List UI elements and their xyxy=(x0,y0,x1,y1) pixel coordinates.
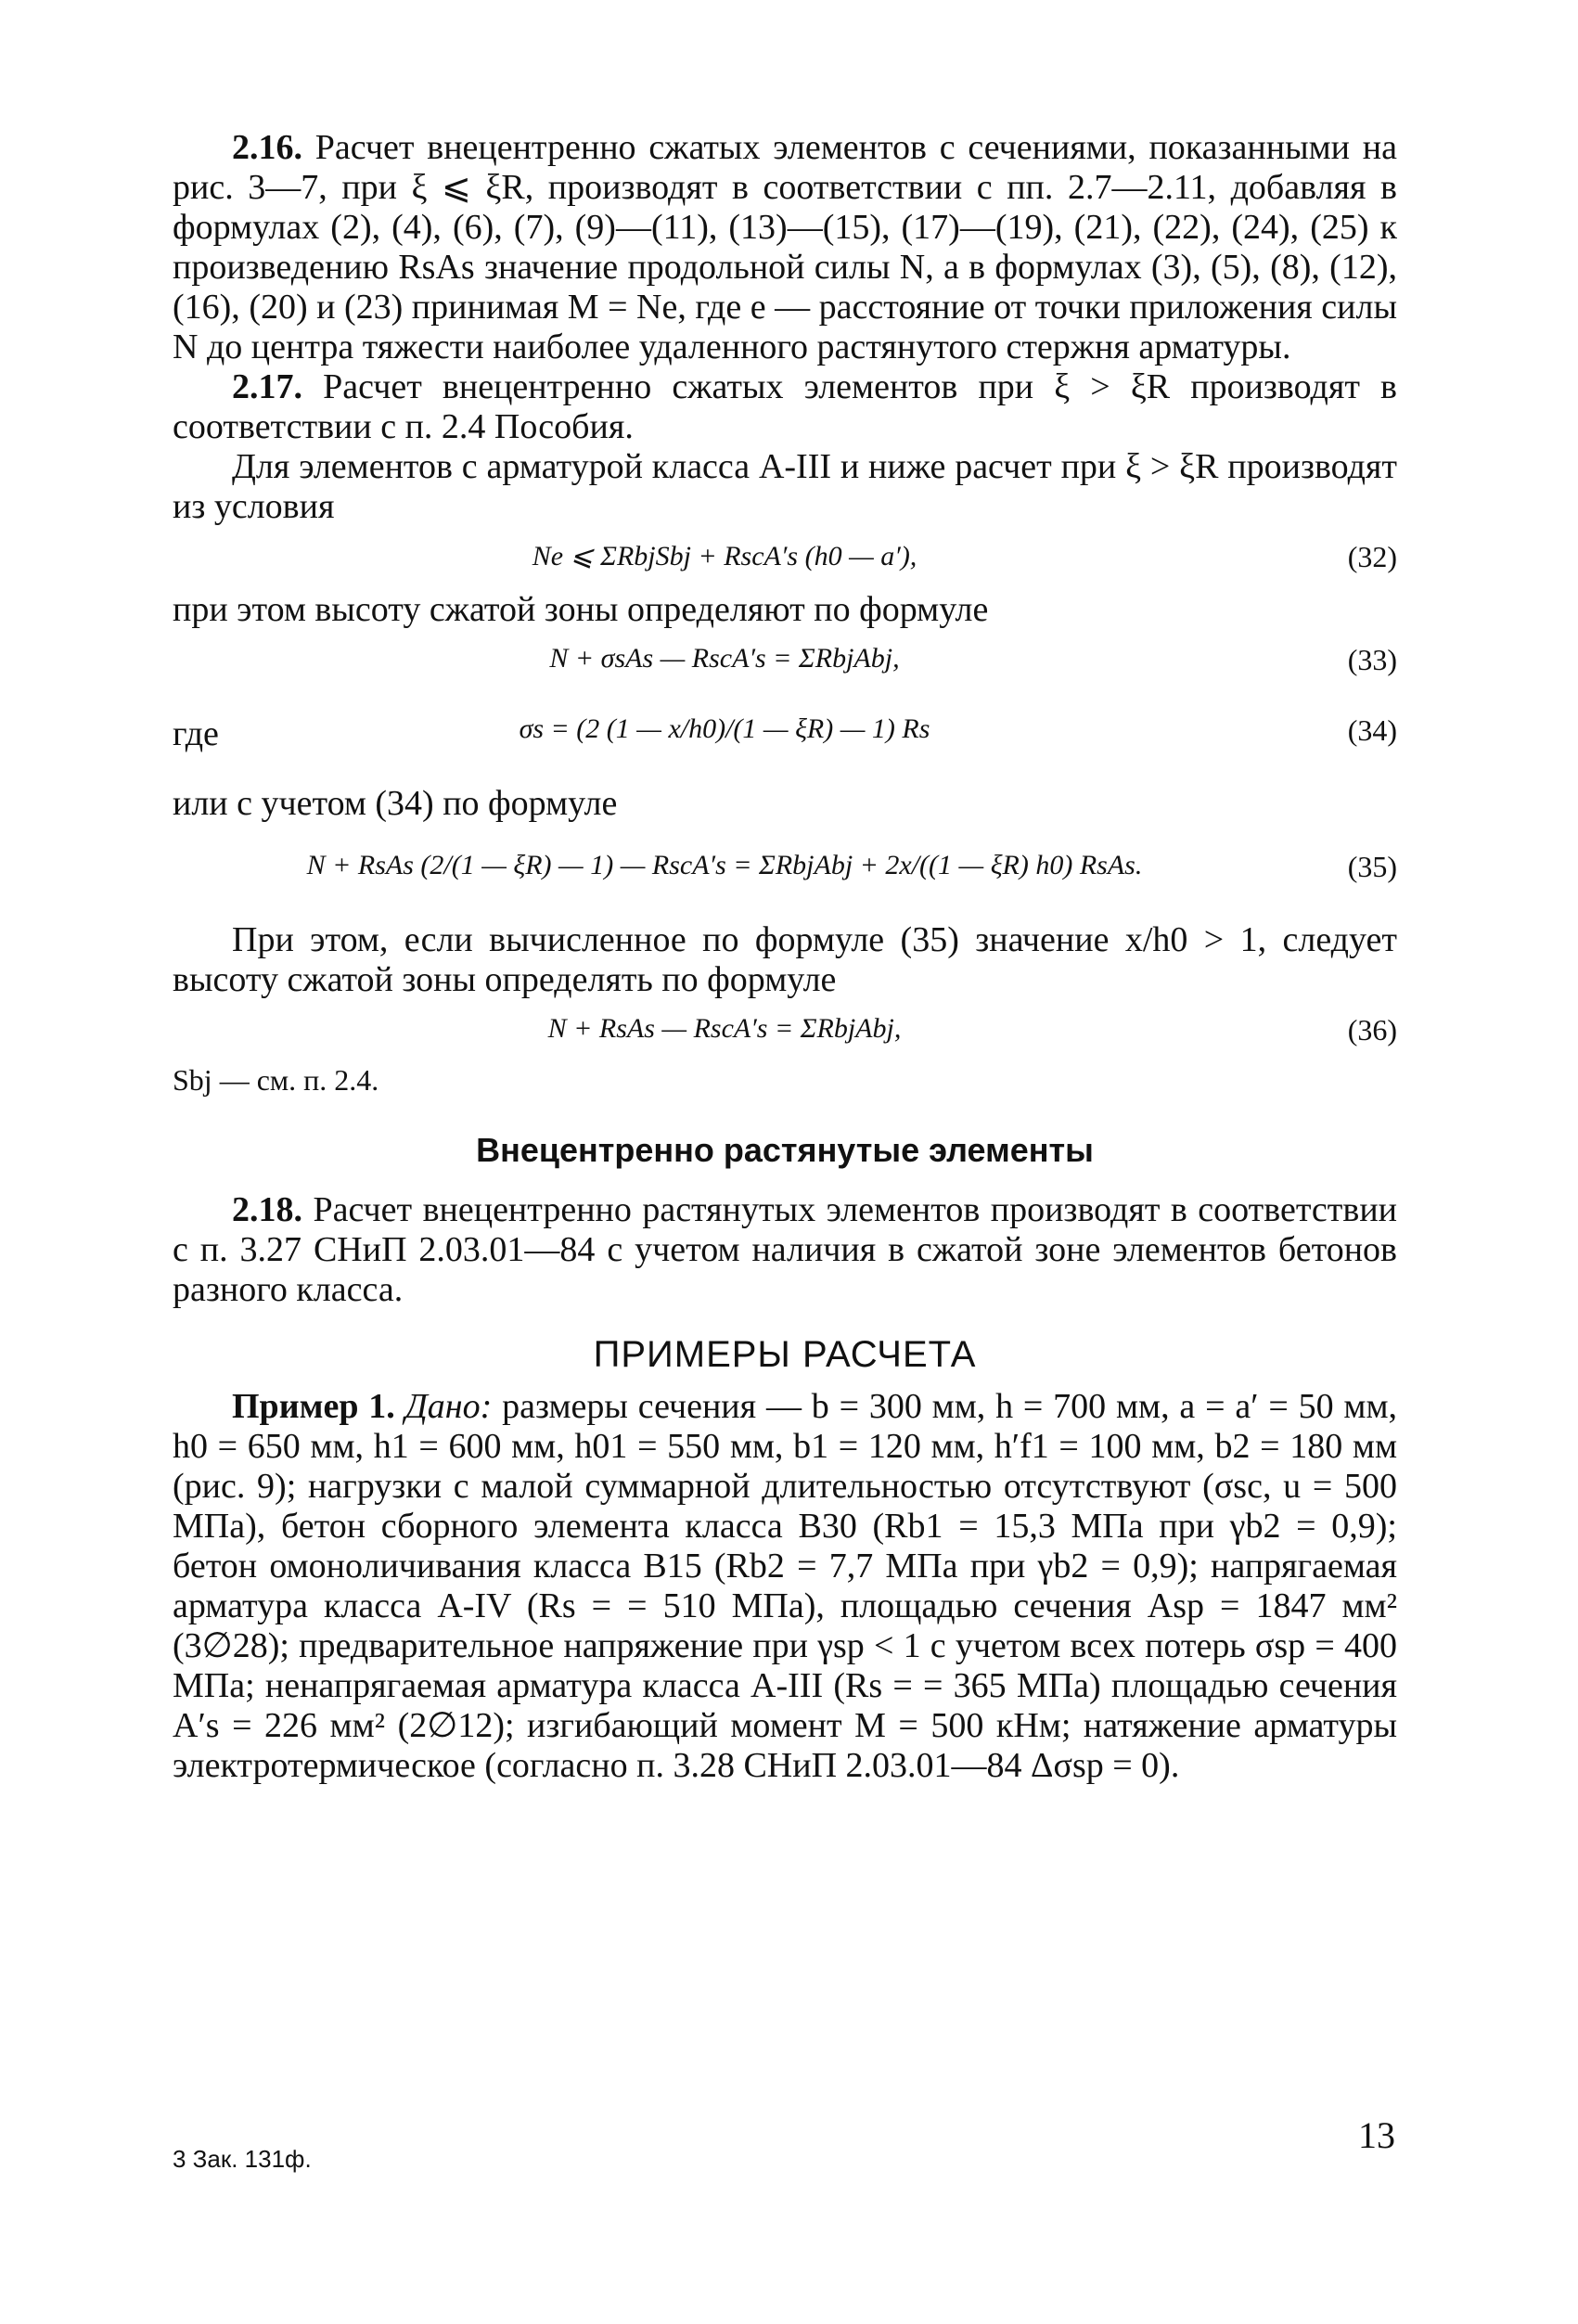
given-label: Дано: xyxy=(404,1387,493,1426)
formula-35 xyxy=(173,829,1397,915)
formula-expression: N + σsAs — RscA′s = ΣRbjAbj, xyxy=(549,643,900,674)
heading-examples: ПРИМЕРЫ РАСЧЕТА xyxy=(593,1334,977,1375)
formula-expression: σs = (2 (1 — x/h0)/(1 — ξR) — 1) Rs xyxy=(519,713,930,744)
formula-number: (36) xyxy=(1347,1013,1397,1046)
paragraph-x-h0: При этом, если вычисленное по формуле (35) значение x/h0 > 1, следует высоту сжатой зоны определять по формуле xyxy=(173,920,1397,999)
heading-tension-elements: Внецентренно растянутые элементы xyxy=(476,1131,1094,1169)
formula-34 xyxy=(173,693,1397,778)
section-number: 2.16. xyxy=(232,128,302,167)
where-label: где xyxy=(173,714,219,753)
note-sbj: Sbj — см. п. 2.4. xyxy=(173,1063,379,1097)
paragraph-2-18 xyxy=(173,1190,1397,1310)
formula-number: (35) xyxy=(1347,850,1397,883)
section-number: 2.17. xyxy=(232,367,302,406)
paragraph-2-16 xyxy=(173,128,1397,367)
print-order-note: 3 Зак. 131ф. xyxy=(173,2145,312,2173)
paragraph-text: Расчет внецентренно сжатых элементов при ξ > ξR производят в соответствии с п. 2.4 Пособия. xyxy=(173,367,1397,446)
formula-number: (33) xyxy=(1347,643,1397,676)
formula-33 xyxy=(173,636,1397,687)
formula-number: (34) xyxy=(1347,713,1397,747)
formula-36 xyxy=(173,1006,1397,1058)
paragraph-with-34: или с учетом (34) по формуле xyxy=(173,784,618,823)
paragraph-compressed-zone: при этом высоту сжатой зоны определяют по формуле xyxy=(173,590,989,629)
paragraph-text: размеры сечения — b = 300 мм, h = 700 мм, a = a′ = 50 мм, h0 = 650 мм, h1 = 600 мм, h01 = 550 мм, b1 = 120 мм, h′f1 = 100 мм, b2 = 180 мм (рис. 9); нагрузки с малой суммарной длительностью отсутствуют (σsc, u = 500 МПа), бетон сборного элемента класса В30 (Rb1 = 15,3 МПа при γb2 = 0,9); бетон омоноличивания класса В15 (Rb2 = 7,7 МПа при γb2 = 0,9); напрягаемая арматура класса А-IV (Rs = = 510 МПа), площадью сечения Asp = 1847 мм² (3∅28); предварительное напряжение при γsp < 1 с учетом всех потерь σsp = 400 МПа; ненапрягаемая арматура класса А-III (Rs = = 365 МПа) площадью сечения A′s = 226 мм² (2∅12); изгибающий момент M = 500 кНм; натяжение арматуры электротермическое (согласно п. 3.28 СНиП 2.03.01—84 Δσsp = 0). xyxy=(173,1387,1397,1785)
formula-expression: N + RsAs (2/(1 — ξR) — 1) — RscA′s = ΣRbjAbj + 2x/((1 — ξR) h0) RsAs. xyxy=(306,850,1143,880)
paragraph-example-1 xyxy=(173,1387,1397,1786)
paragraph-2-17 xyxy=(173,367,1397,447)
paragraph-2-17-continued: Для элементов с арматурой класса А-III и ниже расчет при ξ > ξR производят из условия xyxy=(173,447,1397,526)
page-content xyxy=(173,128,1397,1786)
section-number: 2.18. xyxy=(232,1190,302,1229)
formula-number: (32) xyxy=(1347,540,1397,573)
formula-expression: Ne ⩽ ΣRbjSbj + RscA′s (h0 — a′), xyxy=(532,541,917,571)
formula-expression: N + RsAs — RscA′s = ΣRbjAbj, xyxy=(547,1013,902,1044)
paragraph-text: Расчет внецентренно сжатых элементов с сечениями, показанными на рис. 3—7, при ξ ⩽ ξR, производят в соответствии с пп. 2.7—2.11, добавляя в формулах (2), (4), (6), (7), (9)—(11), (13)—(15), (17)—(19), (21), (22), (24), (25) к произведению RsAs значение продольной силы N, а в формулах (3), (5), (8), (12), (16), (20) и (23) принимая M = Ne, где e — расстояние от точки приложения силы N до центра тяжести наиболее удаленного растянутого стержня арматуры. xyxy=(173,128,1397,366)
formula-32 xyxy=(173,533,1397,584)
paragraph-text: Расчет внецентренно растянутых элементов производят в соответствии с п. 3.27 СНиП 2.03.01—84 с учетом наличия в сжатой зоне элементов бетонов разного класса. xyxy=(173,1190,1397,1309)
page-number: 13 xyxy=(1358,2114,1395,2156)
example-label: Пример 1. xyxy=(232,1387,395,1426)
